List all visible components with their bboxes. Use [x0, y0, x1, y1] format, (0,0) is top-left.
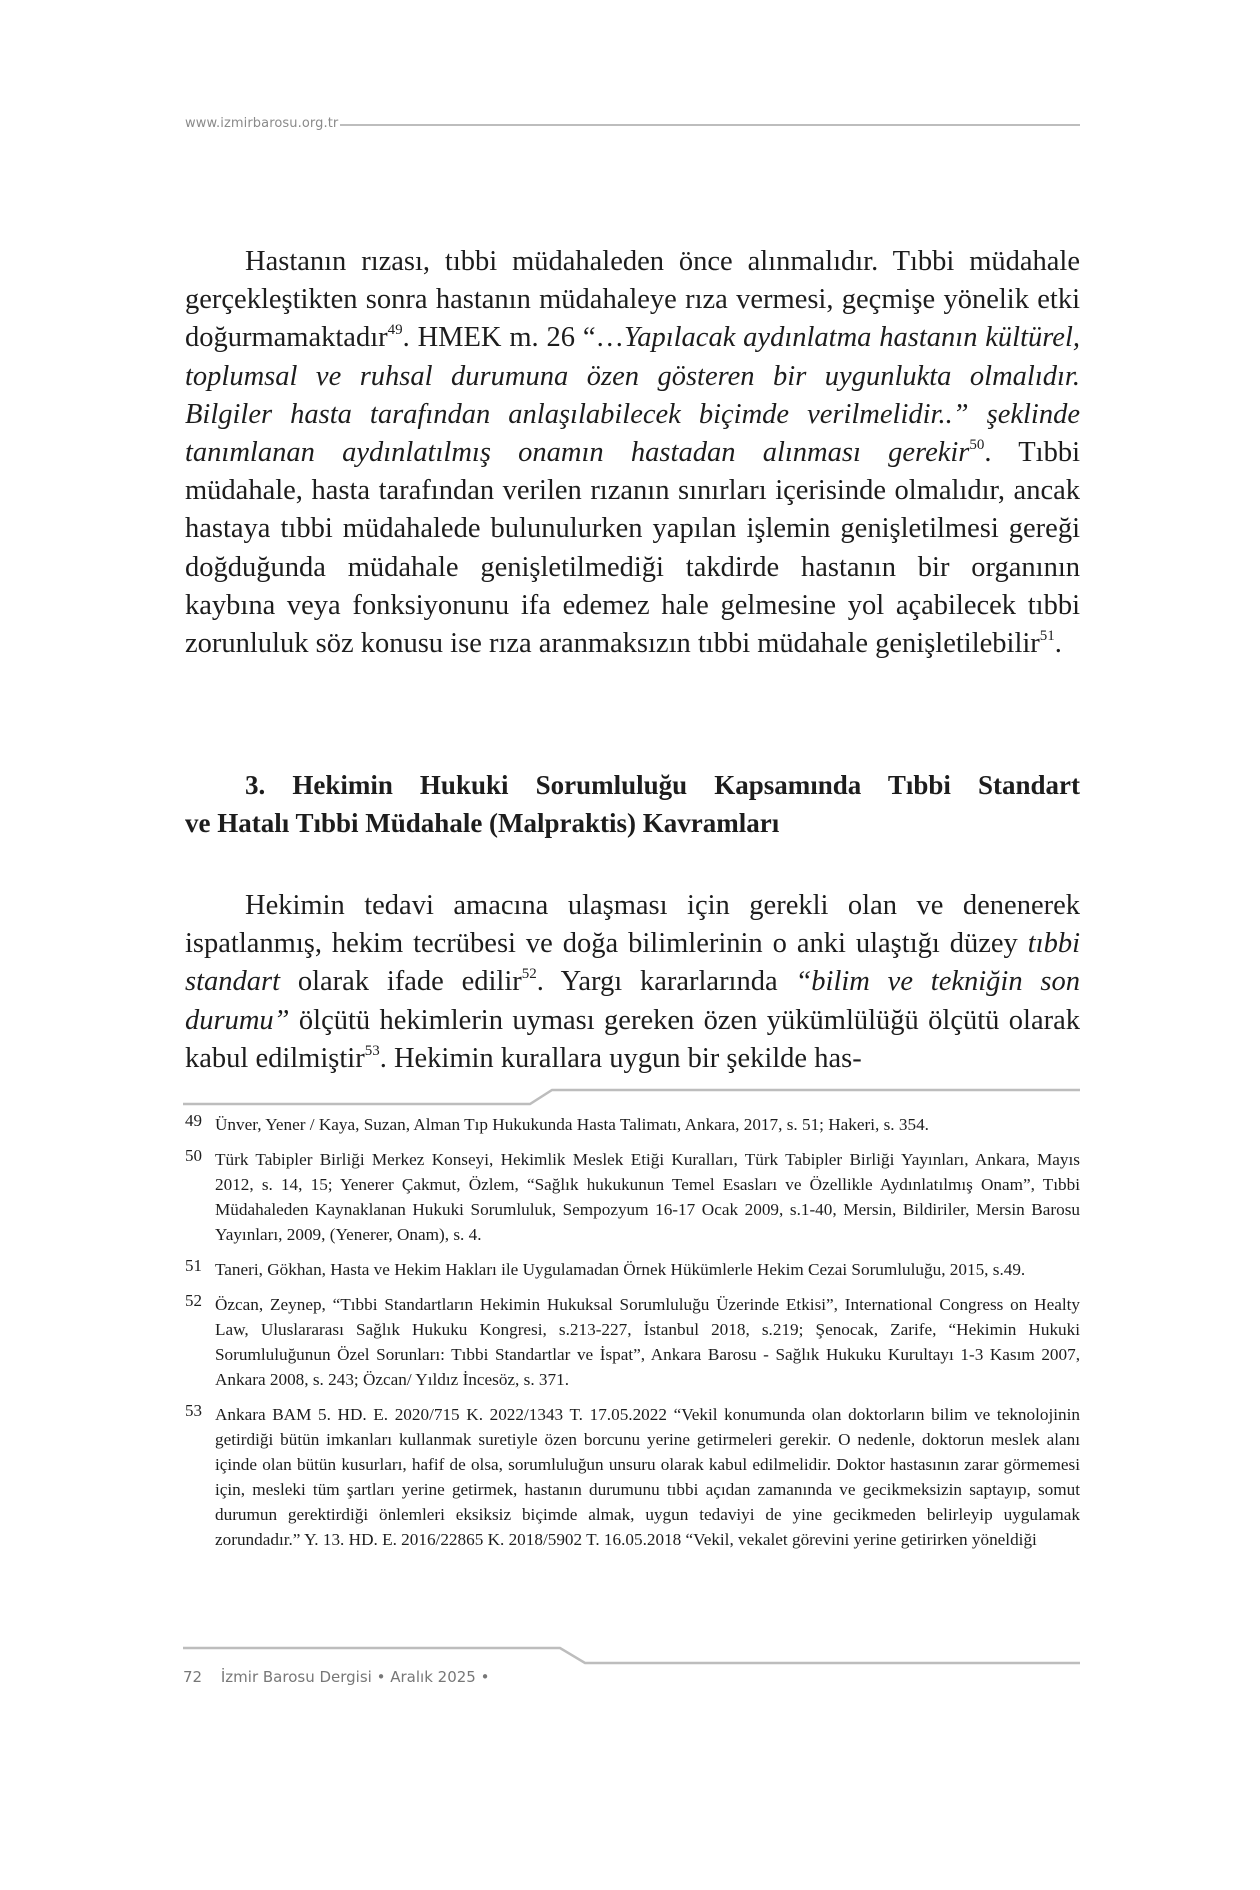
- footnote-49: [185, 1112, 1080, 1137]
- page-header: [185, 112, 1080, 136]
- header-url[interactable]: www.izmirbarosu.org.tr: [185, 112, 340, 136]
- footer-rule: [183, 1648, 1080, 1663]
- footnote-53: [185, 1402, 1080, 1552]
- footnote-text: Ankara BAM 5. HD. E. 2020/715 K. 2022/1343 T. 17.05.2022 “Vekil konumunda olan doktorların bilim ve teknolojinin getirdiği bütün imkanları kullanmak suretiyle özen borcunu yerine getirmeleri gerekir. O nedenle, doktorun meslek alanı içinde olan bütün kusurları, hafif de olsa, sorumluluğun unsuru olarak kabul edilmelidir. Doktor hastasının zarar görmemesi için, mesleki tüm şartları yerine getirmek, hastanın durumunu tıbbi açıdan zamanında ve gecikmeksizin saptayıp, somut durumun gerektirdiği önlemleri eksiksiz biçimde almak, uygun tedaviyi de yine gecikmeden belirleyip uygulamak zorundadır.” Y. 13. HD. E. 2016/22865 K. 2018/5902 T. 16.05.2018 “Vekil, vekalet görevini yerine getirirken yöneldiği: [215, 1405, 1080, 1549]
- section-heading-line-2: ve Hatalı Tıbbi Müdahale (Malpraktis) Kavramları: [185, 808, 780, 838]
- footnote-reference[interactable]: 51: [1039, 628, 1055, 645]
- footnote-52: [185, 1292, 1080, 1392]
- page-footer: [183, 1665, 489, 1689]
- footnote-number: 51: [185, 1256, 202, 1275]
- footnotes: [185, 1112, 1080, 1562]
- text-run: . Hekimin kurallara uygun bir şekilde has-: [379, 1042, 862, 1074]
- footnote-text: Türk Tabipler Birliği Merkez Konseyi, Hekimlik Meslek Etiği Kuralları, Türk Tabipler Birliği Yayınları, Ankara, Mayıs 2012, s. 14, 15; Yenerer Çakmut, Özlem, “Sağlık hukukunun Temel Esasları ve Özellikle Aydınlatılmış Onam”, Tıbbi Müdahaleden Kaynaklanan Hukuki Sorumluluk, Sempozyum 16-17 Ocak 2009, s.1-40, Mersin, Bildiriler, Mersin Barosu Yayınları, 2009, (Yenerer, Onam), s. 4.: [215, 1150, 1080, 1244]
- text-run: .: [1054, 628, 1062, 660]
- issue-date: Aralık 2025: [390, 1668, 476, 1686]
- paragraph-1-text: [185, 243, 1080, 663]
- text-run: olarak ifade edilir: [280, 966, 522, 998]
- footnote-number: 53: [185, 1401, 202, 1420]
- italic-text: Yapılacak aydınlatma hastanın kültürel, toplumsal ve ruhsal durumuna özen gösteren bir uygunlukta olmalıdır. Bilgiler hasta tarafından anlaşılabilecek biçimde verilmelidir..” şeklinde tanımlanan aydınlatılmış onamın hastadan alınması gerekir: [185, 322, 1080, 469]
- footnote-number: 50: [185, 1146, 202, 1165]
- paragraph-1: [185, 243, 1080, 663]
- section-heading-line-1: 3. Hekimin Hukuki Sorumluluğu Kapsamında Tıbbi Standart: [245, 770, 1080, 800]
- footnote-reference[interactable]: 50: [969, 437, 985, 454]
- journal-name: İzmir Barosu Dergisi: [220, 1668, 372, 1686]
- footnote-51: [185, 1257, 1080, 1282]
- text-run: Hekimin tedavi amacına ulaşması için gerekli olan ve denenerek ispatlanmış, hekim tecrübesi ve doğa bilimlerinin o anki ulaştığı düzey: [185, 890, 1080, 960]
- section-heading: [185, 766, 1080, 842]
- footnote-text: Ünver, Yener / Kaya, Suzan, Alman Tıp Hukukunda Hasta Talimatı, Ankara, 2017, s. 51; Hakeri, s. 354.: [215, 1115, 929, 1134]
- footnote-number: 52: [185, 1291, 202, 1310]
- footnote-text: Taneri, Gökhan, Hasta ve Hekim Hakları ile Uygulamadan Örnek Hükümlerle Hekim Cezai Sorumluluğu, 2015, s.49.: [215, 1260, 1026, 1279]
- text-run: ölçütü hekimlerin uyması gereken özen yükümlülüğü ölçütü olarak kabul edilmiştir: [185, 1004, 1080, 1074]
- footer-bullet: •: [376, 1668, 386, 1686]
- italic-text: “bilim ve tekniğin son durumu”: [185, 966, 1080, 1036]
- text-run: . HMEK m. 26 “…: [402, 322, 624, 354]
- footnote-text: Özcan, Zeynep, “Tıbbi Standartların Hekimin Hukuksal Sorumluluğu Üzerinde Etkisi”, International Congress on Healty Law, Uluslararası Sağlık Hukuku Kongresi, s.213-227, İstanbul 2018, s.219; Şenocak, Zarife, “Hekimin Hukuki Sorumluluğunun Özel Sorunları: Tıbbi Standartlar ve İspat”, Ankara Barosu - Sağlık Hukuku Kurultayı 1-3 Kasım 2007, Ankara 2008, s. 243; Özcan/ Yıldız İncesöz, s. 371.: [215, 1295, 1080, 1389]
- page-number: 72: [183, 1668, 203, 1686]
- footnote-number: 49: [185, 1111, 202, 1130]
- footnote-separator-rule: [183, 1090, 1080, 1104]
- paragraph-2: [185, 887, 1080, 1078]
- text-run: . Tıbbi müdahale, hasta tarafından verilen rızanın sınırları içerisinde olmalıdır, ancak hastaya tıbbi müdahalede bulunulurken yapılan işlemin genişletilmesi gereği doğduğunda müdahale genişletilmediği takdirde hastanın bir organının kaybına veya fonksiyonunu ifa edemez hale gelmesine yol açabilecek tıbbi zorunluluk söz konusu ise rıza aranmaksızın tıbbi müdahale genişletilebilir: [185, 437, 1080, 660]
- paragraph-2-text: [185, 887, 1080, 1078]
- text-run: . Yargı kararlarında: [536, 966, 796, 998]
- footnote-reference[interactable]: 49: [387, 322, 403, 339]
- footnote-reference[interactable]: 53: [364, 1042, 380, 1059]
- text-run: Hastanın rızası, tıbbi müdahaleden önce alınmalıdır. Tıbbi müdahale gerçekleştikten sonra hastanın müdahaleye rıza vermesi, geçmişe yönelik etki doğurmamaktadır: [185, 246, 1080, 354]
- footnote-50: [185, 1147, 1080, 1247]
- italic-text: tıbbi standart: [185, 928, 1080, 998]
- footer-bullet: •: [480, 1668, 490, 1686]
- footnote-reference[interactable]: 52: [521, 966, 537, 983]
